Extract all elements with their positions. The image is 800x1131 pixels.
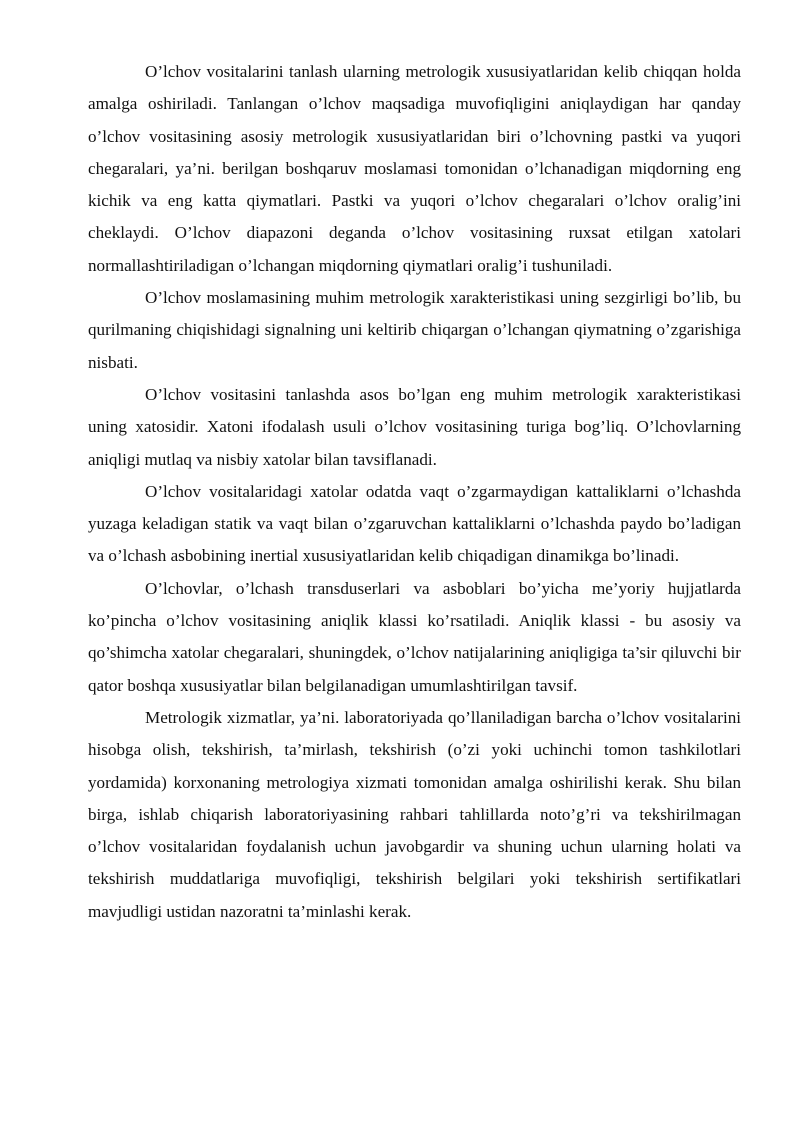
paragraph-4: O’lchov vositalaridagi xatolar odatda vaqt o’zgarmaydigan kattaliklarni o’lchashda yuzaga keladigan statik va vaqt bilan o’zgaruvchan kattaliklarni o’lchashda paydo bo’ladigan va o’lchash asbobining inertial xususiyatlaridan kelib chiqadigan dinamikga bo’linadi.: [88, 481, 741, 566]
paragraph-2: O’lchov moslamasining muhim metrologik xarakteristikasi uning sezgirligi bo’lib, bu qurilmaning chiqishidagi signalning uni keltirib chiqargan o’lchangan qiymatning o’zgarishiga nisbati.: [88, 288, 741, 372]
document-page: [88, 56, 741, 928]
paragraph-3: O’lchov vositasini tanlashda asos bo’lgan eng muhim metrologik xarakteristikasi uning xatosidir. Xatoni ifodalash usuli o’lchov vositasining turiga bog’liq. O’lchovlarning aniqligi mutlaq va nisbiy xatolar bilan tavsiflanadi.: [88, 384, 741, 469]
paragraph-5: O’lchovlar, o’lchash transduserlari va asboblari bo’yicha me’yoriy hujjatlarda ko’pincha o’lchov vositasining aniqlik klassi ko’rsatiladi. Aniqlik klassi - bu asosiy va qo’shimcha xatolar chegaralari, shuningdek, o’lchov natijalarining aniqligiga ta’sir qiluvchi bir qator boshqa xususiyatlar bilan belgilanadigan umumlashtirilgan tavsif.: [88, 578, 741, 695]
paragraph-1: O’lchov vositalarini tanlash ularning metrologik xususiyatlaridan kelib chiqqan holda amalga oshiriladi. Tanlangan o’lchov maqsadiga muvofiqligini aniqlaydigan har qanday o’lchov vositasining asosiy metrologik xususiyatlaridan biri o’lchovning pastki va yuqori chegaralari, ya’ni. berilgan boshqaruv moslamasi tomonidan o’lchanadigan miqdorning eng kichik va eng katta qiymatlari. Pastki va yuqori o’lchov chegaralari o’lchov oralig’ini cheklaydi. O’lchov diapazoni deganda o’lchov vositasining ruxsat etilgan xatolari normallashtiriladigan o’lchangan miqdorning qiymatlari oralig’i tushuniladi.: [88, 62, 741, 275]
paragraph-6: Metrologik xizmatlar, ya’ni. laboratoriyada qo’llaniladigan barcha o’lchov vositalarini hisobga olish, tekshirish, ta’mirlash, tekshirish (o’zi yoki uchinchi tomon tashkilotlari yordamida) korxonaning metrologiya xizmati tomonidan amalga oshirilishi kerak. Shu bilan birga, ishlab chiqarish laboratoriyasining rahbari tahlillarda noto’g’ri va tekshirilmagan o’lchov vositalaridan foydalanish uchun javobgardir va shuning uchun ularning holati va tekshirish muddatlariga muvofiqligi, tekshirish belgilari yoki tekshirish sertifikatlari mavjudligi ustidan nazoratni ta’minlashi kerak.: [88, 707, 741, 921]
